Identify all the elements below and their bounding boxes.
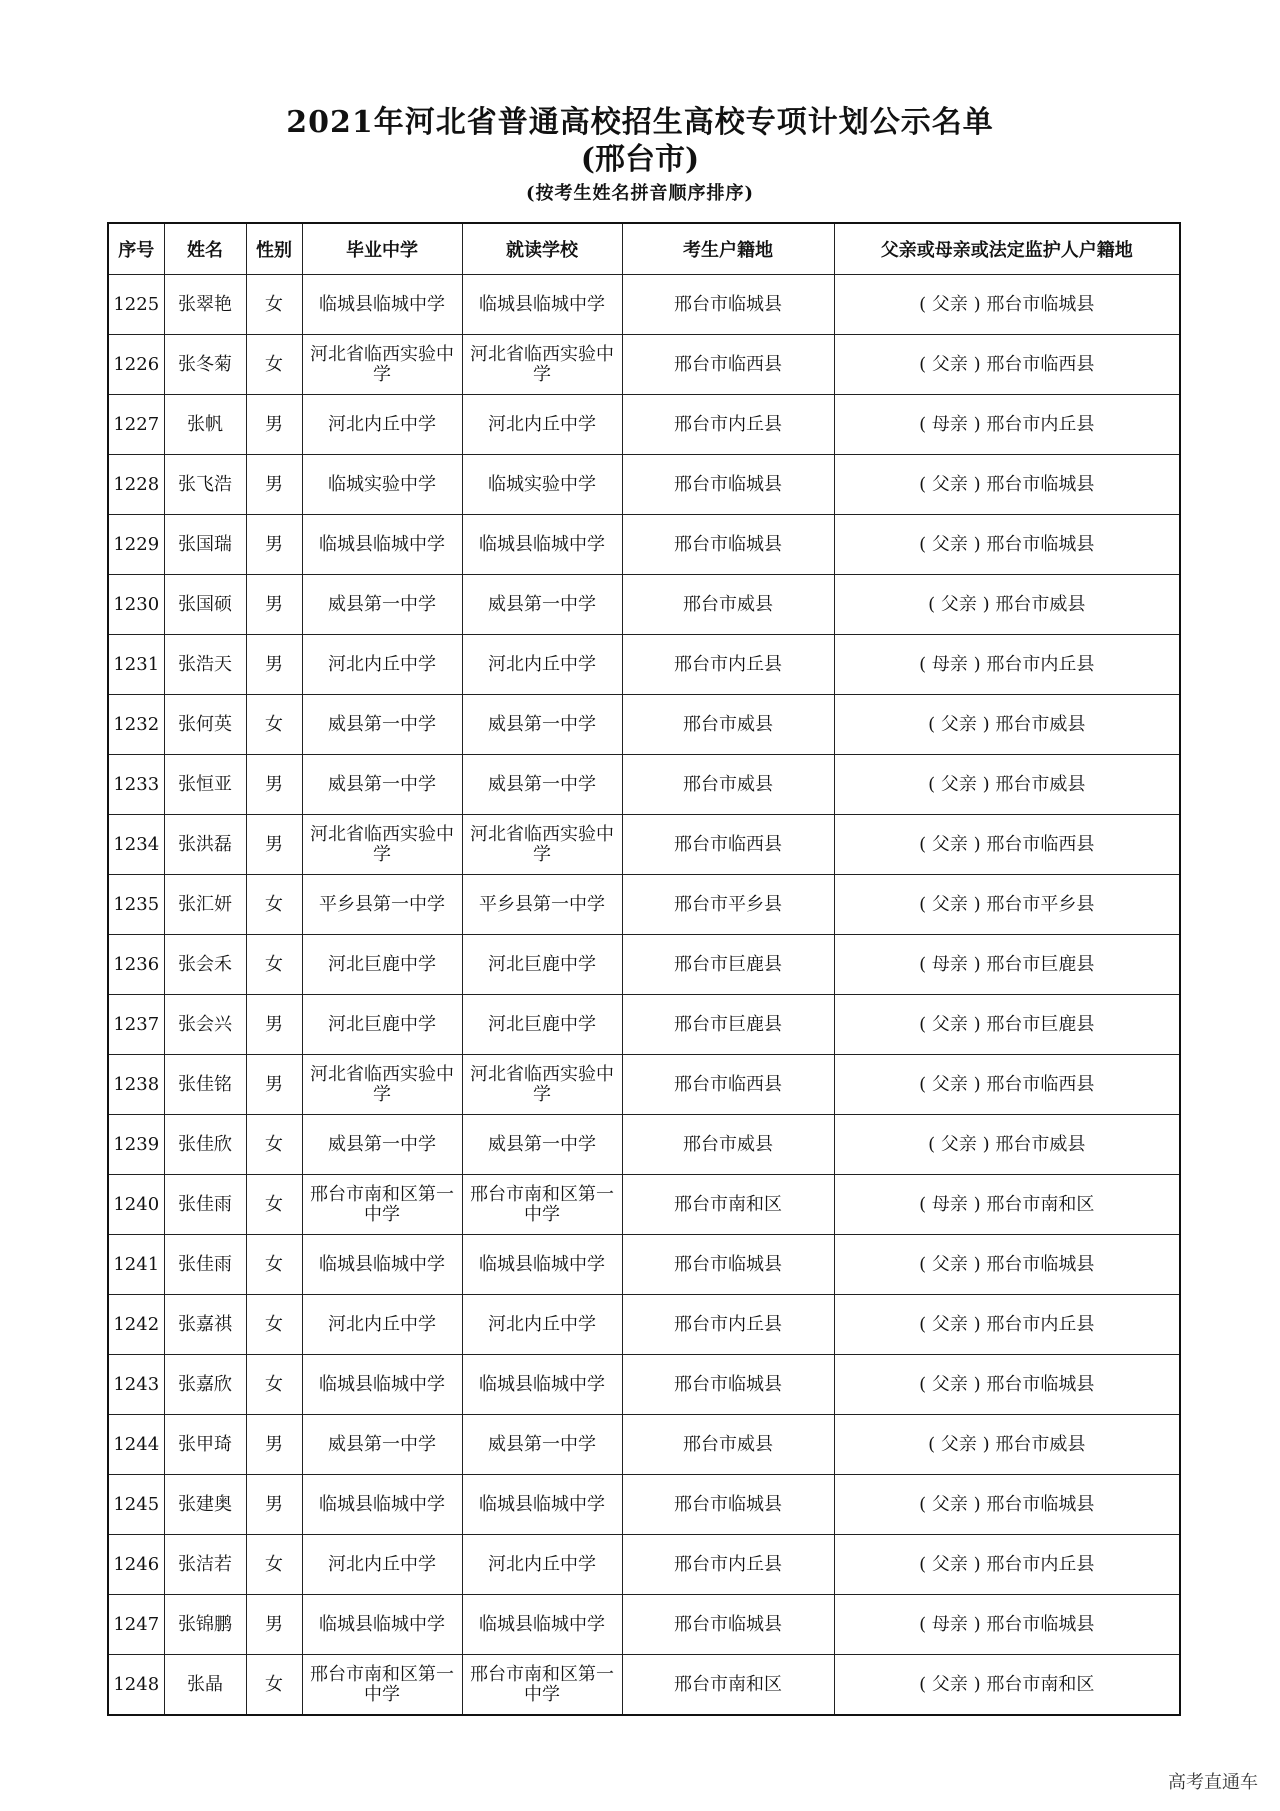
cell-current-school: 威县第一中学 [462, 755, 622, 815]
cell-current-school: 河北内丘中学 [462, 1295, 622, 1355]
cell-seq: 1246 [108, 1535, 164, 1595]
cell-graduated-school: 河北巨鹿中学 [302, 995, 462, 1055]
cell-current-school: 威县第一中学 [462, 1115, 622, 1175]
cell-seq: 1231 [108, 635, 164, 695]
cell-current-school: 河北巨鹿中学 [462, 935, 622, 995]
cell-name: 张会禾 [164, 935, 246, 995]
cell-name: 张飞浩 [164, 455, 246, 515]
cell-current-school: 邢台市南和区第一中学 [462, 1655, 622, 1716]
cell-seq: 1237 [108, 995, 164, 1055]
cell-gender: 女 [246, 1355, 302, 1415]
sort-note: (按考生姓名拼音顺序排序) [525, 183, 755, 204]
cell-student-hukou: 邢台市临城县 [622, 1235, 834, 1295]
cell-student-hukou: 邢台市南和区 [622, 1175, 834, 1235]
cell-guardian-hukou: ( 父亲 ) 邢台市威县 [834, 1415, 1180, 1475]
cell-student-hukou: 邢台市内丘县 [622, 1295, 834, 1355]
column-header-student-hukou: 考生户籍地 [622, 223, 834, 275]
table-row [108, 995, 1180, 1055]
cell-gender: 男 [246, 815, 302, 875]
table-row [108, 1355, 1180, 1415]
cell-guardian-hukou: ( 母亲 ) 邢台市巨鹿县 [834, 935, 1180, 995]
table-row [108, 1295, 1180, 1355]
cell-student-hukou: 邢台市临西县 [622, 1055, 834, 1115]
cell-student-hukou: 邢台市内丘县 [622, 1535, 834, 1595]
cell-name: 张嘉祺 [164, 1295, 246, 1355]
cell-guardian-hukou: ( 父亲 ) 邢台市临城县 [834, 1235, 1180, 1295]
cell-seq: 1226 [108, 335, 164, 395]
cell-student-hukou: 邢台市巨鹿县 [622, 935, 834, 995]
cell-gender: 女 [246, 275, 302, 335]
table-row [108, 875, 1180, 935]
cell-guardian-hukou: ( 父亲 ) 邢台市威县 [834, 695, 1180, 755]
cell-guardian-hukou: ( 父亲 ) 邢台市临西县 [834, 1055, 1180, 1115]
cell-gender: 女 [246, 1115, 302, 1175]
cell-current-school: 平乡县第一中学 [462, 875, 622, 935]
table-row [108, 275, 1180, 335]
cell-graduated-school: 河北省临西实验中学 [302, 815, 462, 875]
cell-graduated-school: 河北省临西实验中学 [302, 1055, 462, 1115]
cell-name: 张何英 [164, 695, 246, 755]
table-row [108, 695, 1180, 755]
cell-gender: 女 [246, 1295, 302, 1355]
table-row [108, 1655, 1180, 1716]
cell-gender: 女 [246, 695, 302, 755]
cell-graduated-school: 威县第一中学 [302, 575, 462, 635]
cell-guardian-hukou: ( 父亲 ) 邢台市临城县 [834, 1355, 1180, 1415]
table-row [108, 1475, 1180, 1535]
cell-graduated-school: 临城县临城中学 [302, 1475, 462, 1535]
cell-name: 张佳雨 [164, 1175, 246, 1235]
cell-graduated-school: 邢台市南和区第一中学 [302, 1655, 462, 1716]
cell-seq: 1229 [108, 515, 164, 575]
cell-current-school: 临城县临城中学 [462, 515, 622, 575]
table-row [108, 1535, 1180, 1595]
cell-gender: 男 [246, 515, 302, 575]
column-header-current-school: 就读学校 [462, 223, 622, 275]
cell-seq: 1240 [108, 1175, 164, 1235]
cell-student-hukou: 邢台市威县 [622, 695, 834, 755]
cell-graduated-school: 临城实验中学 [302, 455, 462, 515]
cell-name: 张冬菊 [164, 335, 246, 395]
cell-seq: 1244 [108, 1415, 164, 1475]
column-header-name: 姓名 [164, 223, 246, 275]
cell-current-school: 威县第一中学 [462, 1415, 622, 1475]
cell-current-school: 临城县临城中学 [462, 1235, 622, 1295]
cell-guardian-hukou: ( 父亲 ) 邢台市临西县 [834, 335, 1180, 395]
cell-name: 张汇妍 [164, 875, 246, 935]
cell-guardian-hukou: ( 母亲 ) 邢台市临城县 [834, 1595, 1180, 1655]
cell-gender: 男 [246, 995, 302, 1055]
cell-student-hukou: 邢台市临城县 [622, 515, 834, 575]
cell-guardian-hukou: ( 父亲 ) 邢台市巨鹿县 [834, 995, 1180, 1055]
cell-gender: 女 [246, 935, 302, 995]
cell-gender: 女 [246, 1535, 302, 1595]
cell-guardian-hukou: ( 父亲 ) 邢台市临城县 [834, 275, 1180, 335]
cell-seq: 1242 [108, 1295, 164, 1355]
cell-student-hukou: 邢台市内丘县 [622, 395, 834, 455]
cell-student-hukou: 邢台市临城县 [622, 455, 834, 515]
cell-student-hukou: 邢台市南和区 [622, 1655, 834, 1716]
cell-name: 张洪磊 [164, 815, 246, 875]
cell-student-hukou: 邢台市临城县 [622, 1595, 834, 1655]
cell-graduated-school: 平乡县第一中学 [302, 875, 462, 935]
column-header-guardian-hukou: 父亲或母亲或法定监护人户籍地 [834, 223, 1180, 275]
cell-current-school: 临城县临城中学 [462, 1355, 622, 1415]
cell-graduated-school: 河北内丘中学 [302, 635, 462, 695]
cell-current-school: 威县第一中学 [462, 695, 622, 755]
cell-student-hukou: 邢台市威县 [622, 1415, 834, 1475]
table-row [108, 635, 1180, 695]
cell-name: 张佳铭 [164, 1055, 246, 1115]
table-row [108, 515, 1180, 575]
cell-name: 张浩天 [164, 635, 246, 695]
cell-gender: 女 [246, 1235, 302, 1295]
table-row [108, 815, 1180, 875]
table-row [108, 335, 1180, 395]
cell-gender: 男 [246, 1415, 302, 1475]
cell-guardian-hukou: ( 父亲 ) 邢台市临城县 [834, 1475, 1180, 1535]
table-row [108, 1055, 1180, 1115]
cell-name: 张晶 [164, 1655, 246, 1716]
cell-name: 张嘉欣 [164, 1355, 246, 1415]
cell-gender: 男 [246, 575, 302, 635]
cell-gender: 女 [246, 1655, 302, 1716]
cell-current-school: 临城实验中学 [462, 455, 622, 515]
cell-name: 张会兴 [164, 995, 246, 1055]
cell-name: 张帆 [164, 395, 246, 455]
cell-current-school: 邢台市南和区第一中学 [462, 1175, 622, 1235]
roster-table [107, 222, 1181, 1716]
cell-name: 张恒亚 [164, 755, 246, 815]
cell-student-hukou: 邢台市内丘县 [622, 635, 834, 695]
cell-student-hukou: 邢台市临城县 [622, 1475, 834, 1535]
cell-current-school: 临城县临城中学 [462, 1595, 622, 1655]
cell-current-school: 河北内丘中学 [462, 635, 622, 695]
cell-seq: 1227 [108, 395, 164, 455]
cell-current-school: 河北巨鹿中学 [462, 995, 622, 1055]
cell-name: 张锦鹏 [164, 1595, 246, 1655]
cell-graduated-school: 临城县临城中学 [302, 1235, 462, 1295]
page-subtitle: (邢台市) [580, 142, 700, 177]
column-header-graduated-school: 毕业中学 [302, 223, 462, 275]
table-row [108, 1415, 1180, 1475]
cell-current-school: 河北省临西实验中学 [462, 1055, 622, 1115]
watermark-text: 高考直通车 [1168, 1772, 1258, 1793]
cell-graduated-school: 临城县临城中学 [302, 1355, 462, 1415]
cell-seq: 1238 [108, 1055, 164, 1115]
cell-name: 张建奥 [164, 1475, 246, 1535]
cell-guardian-hukou: ( 母亲 ) 邢台市南和区 [834, 1175, 1180, 1235]
cell-seq: 1239 [108, 1115, 164, 1175]
cell-seq: 1235 [108, 875, 164, 935]
column-header-seq: 序号 [108, 223, 164, 275]
cell-name: 张国硕 [164, 575, 246, 635]
cell-current-school: 河北内丘中学 [462, 1535, 622, 1595]
cell-student-hukou: 邢台市临城县 [622, 1355, 834, 1415]
cell-gender: 女 [246, 1175, 302, 1235]
table-row [108, 455, 1180, 515]
cell-gender: 男 [246, 1475, 302, 1535]
table-row [108, 1115, 1180, 1175]
cell-graduated-school: 临城县临城中学 [302, 1595, 462, 1655]
cell-guardian-hukou: ( 父亲 ) 邢台市南和区 [834, 1655, 1180, 1716]
cell-seq: 1236 [108, 935, 164, 995]
cell-graduated-school: 河北巨鹿中学 [302, 935, 462, 995]
cell-seq: 1241 [108, 1235, 164, 1295]
cell-guardian-hukou: ( 父亲 ) 邢台市临城县 [834, 515, 1180, 575]
cell-guardian-hukou: ( 母亲 ) 邢台市内丘县 [834, 635, 1180, 695]
table-body [108, 275, 1180, 1716]
cell-student-hukou: 邢台市临城县 [622, 275, 834, 335]
cell-guardian-hukou: ( 父亲 ) 邢台市威县 [834, 575, 1180, 635]
cell-guardian-hukou: ( 父亲 ) 邢台市临西县 [834, 815, 1180, 875]
cell-student-hukou: 邢台市临西县 [622, 815, 834, 875]
cell-current-school: 临城县临城中学 [462, 1475, 622, 1535]
cell-seq: 1245 [108, 1475, 164, 1535]
table-header-row [108, 223, 1180, 275]
cell-graduated-school: 河北内丘中学 [302, 1535, 462, 1595]
cell-name: 张佳欣 [164, 1115, 246, 1175]
cell-current-school: 河北省临西实验中学 [462, 815, 622, 875]
table-row [108, 395, 1180, 455]
table-row [108, 575, 1180, 635]
cell-seq: 1247 [108, 1595, 164, 1655]
table-row [108, 755, 1180, 815]
page-title: 2021年河北省普通高校招生高校专项计划公示名单 [286, 105, 994, 140]
cell-guardian-hukou: ( 父亲 ) 邢台市内丘县 [834, 1535, 1180, 1595]
cell-name: 张佳雨 [164, 1235, 246, 1295]
cell-seq: 1225 [108, 275, 164, 335]
cell-graduated-school: 临城县临城中学 [302, 515, 462, 575]
cell-seq: 1228 [108, 455, 164, 515]
cell-guardian-hukou: ( 父亲 ) 邢台市威县 [834, 755, 1180, 815]
cell-seq: 1248 [108, 1655, 164, 1716]
cell-student-hukou: 邢台市威县 [622, 755, 834, 815]
cell-guardian-hukou: ( 父亲 ) 邢台市平乡县 [834, 875, 1180, 935]
cell-student-hukou: 邢台市平乡县 [622, 875, 834, 935]
cell-seq: 1233 [108, 755, 164, 815]
cell-current-school: 临城县临城中学 [462, 275, 622, 335]
cell-current-school: 河北内丘中学 [462, 395, 622, 455]
table-row [108, 1595, 1180, 1655]
cell-graduated-school: 河北省临西实验中学 [302, 335, 462, 395]
cell-student-hukou: 邢台市临西县 [622, 335, 834, 395]
table-row [108, 1175, 1180, 1235]
column-header-gender: 性别 [246, 223, 302, 275]
cell-student-hukou: 邢台市威县 [622, 1115, 834, 1175]
cell-graduated-school: 威县第一中学 [302, 1415, 462, 1475]
cell-graduated-school: 威县第一中学 [302, 1115, 462, 1175]
cell-guardian-hukou: ( 父亲 ) 邢台市临城县 [834, 455, 1180, 515]
cell-seq: 1230 [108, 575, 164, 635]
cell-gender: 男 [246, 455, 302, 515]
cell-name: 张洁若 [164, 1535, 246, 1595]
cell-name: 张翠艳 [164, 275, 246, 335]
cell-guardian-hukou: ( 母亲 ) 邢台市内丘县 [834, 395, 1180, 455]
cell-graduated-school: 临城县临城中学 [302, 275, 462, 335]
cell-name: 张国瑞 [164, 515, 246, 575]
table-row [108, 1235, 1180, 1295]
cell-graduated-school: 邢台市南和区第一中学 [302, 1175, 462, 1235]
cell-guardian-hukou: ( 父亲 ) 邢台市内丘县 [834, 1295, 1180, 1355]
cell-current-school: 河北省临西实验中学 [462, 335, 622, 395]
cell-gender: 男 [246, 635, 302, 695]
cell-gender: 男 [246, 1595, 302, 1655]
cell-graduated-school: 河北内丘中学 [302, 395, 462, 455]
cell-name: 张甲琦 [164, 1415, 246, 1475]
cell-seq: 1234 [108, 815, 164, 875]
cell-gender: 女 [246, 335, 302, 395]
cell-student-hukou: 邢台市威县 [622, 575, 834, 635]
cell-gender: 男 [246, 395, 302, 455]
cell-seq: 1232 [108, 695, 164, 755]
table-row [108, 935, 1180, 995]
cell-gender: 男 [246, 755, 302, 815]
cell-guardian-hukou: ( 父亲 ) 邢台市威县 [834, 1115, 1180, 1175]
cell-graduated-school: 威县第一中学 [302, 695, 462, 755]
cell-graduated-school: 河北内丘中学 [302, 1295, 462, 1355]
cell-seq: 1243 [108, 1355, 164, 1415]
cell-gender: 女 [246, 875, 302, 935]
cell-student-hukou: 邢台市巨鹿县 [622, 995, 834, 1055]
cell-current-school: 威县第一中学 [462, 575, 622, 635]
cell-gender: 男 [246, 1055, 302, 1115]
cell-graduated-school: 威县第一中学 [302, 755, 462, 815]
